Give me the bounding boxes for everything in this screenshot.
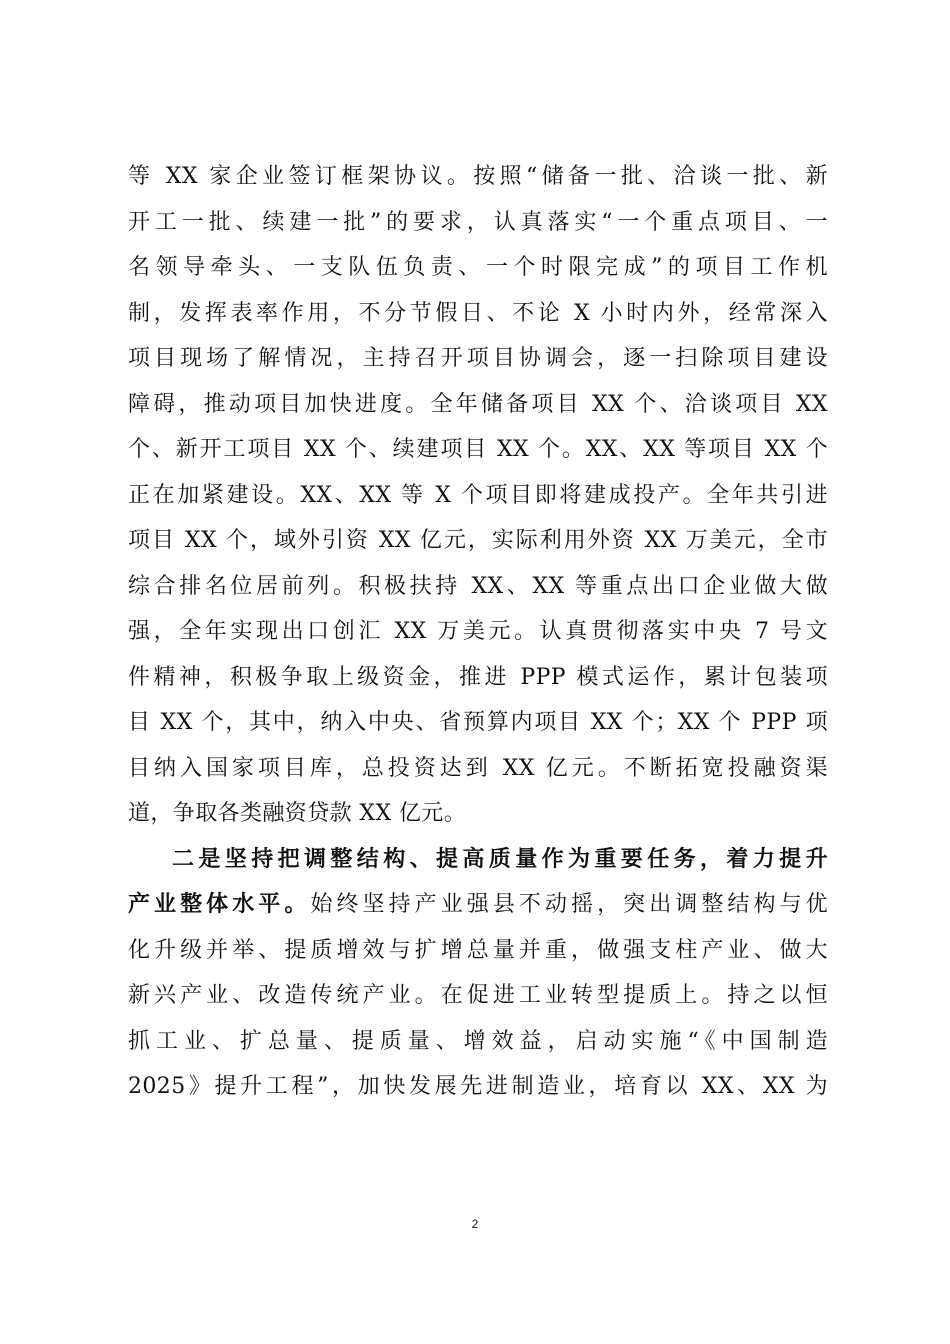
paragraph-line: 项目现场了解情况，主持召开项目协调会，逐一扫除项目建设 [128, 346, 828, 371]
paragraph-line-text: 始终坚持产业强县不动摇，突出调整结构与优 [310, 892, 828, 917]
paragraph-line: 正在加紧建设。XX、XX 等 X 个项目即将建成投产。全年共引进 [128, 482, 828, 508]
paragraph-line: 开工一批、续建一批”的要求，认真落实“一个重点项目、一 [128, 209, 828, 235]
paragraph-line: 项目 XX 个，域外引资 XX 亿元，实际利用外资 XX 万美元，全市 [128, 528, 828, 553]
section-heading-continued: 产业整体水平。 [128, 891, 311, 917]
paragraph-line: 综合排名位居前列。积极扶持 XX、XX 等重点出口企业做大做 [128, 573, 828, 599]
section-heading: 二是坚持把调整结构、提高质量作为重要任务，着力提升 [172, 845, 828, 872]
paragraph-line: 名领导牵头、一支队伍负责、一个时限完成”的项目工作机 [128, 255, 828, 280]
paragraph-line: 道，争取各类融资贷款 XX 亿元。 [128, 801, 467, 826]
paragraph-line: 障碍，推动项目加快进度。全年储备项目 XX 个、洽谈项目 XX [128, 391, 828, 417]
paragraph-line: 强，全年实现出口创汇 XX 万美元。认真贯彻落实中央 7 号文 [128, 619, 828, 644]
paragraph-line: 新兴产业、改造传统产业。在促进工业转型提质上。持之以恒 [128, 983, 828, 1008]
paragraph-line: 目纳入国家项目库，总投资达到 XX 亿元。不断拓宽投融资渠 [128, 755, 828, 781]
paragraph-line: 化升级并举、提质增效与扩增总量并重，做强支柱产业、做大 [128, 937, 828, 963]
paragraph-line: 等 XX 家企业签订框架协议。按照“储备一批、洽谈一批、新 [128, 164, 828, 189]
paragraph-line: 制，发挥表率作用，不分节假日、不论 X 小时内外，经常深入 [128, 300, 828, 326]
paragraph-line: 2025》提升工程”，加快发展先进制造业，培育以 XX、XX 为 [128, 1074, 828, 1099]
body-text [128, 154, 828, 1110]
paragraph-line: 目 XX 个，其中，纳入中央、省预算内项目 XX 个；XX 个 PPP 项 [128, 710, 828, 735]
paragraph-line [128, 882, 828, 928]
paragraph-line: 抓工业、扩总量、提质量、增效益，启动实施“《中国制造 [128, 1028, 828, 1054]
paragraph-line: 件精神，积极争取上级资金，推进 PPP 模式运作，累计包装项 [128, 664, 828, 690]
paragraph-line: 个、新开工项目 XX 个、续建项目 XX 个。XX、XX 等项目 XX 个 [128, 437, 828, 462]
page-number: 2 [471, 1217, 479, 1231]
